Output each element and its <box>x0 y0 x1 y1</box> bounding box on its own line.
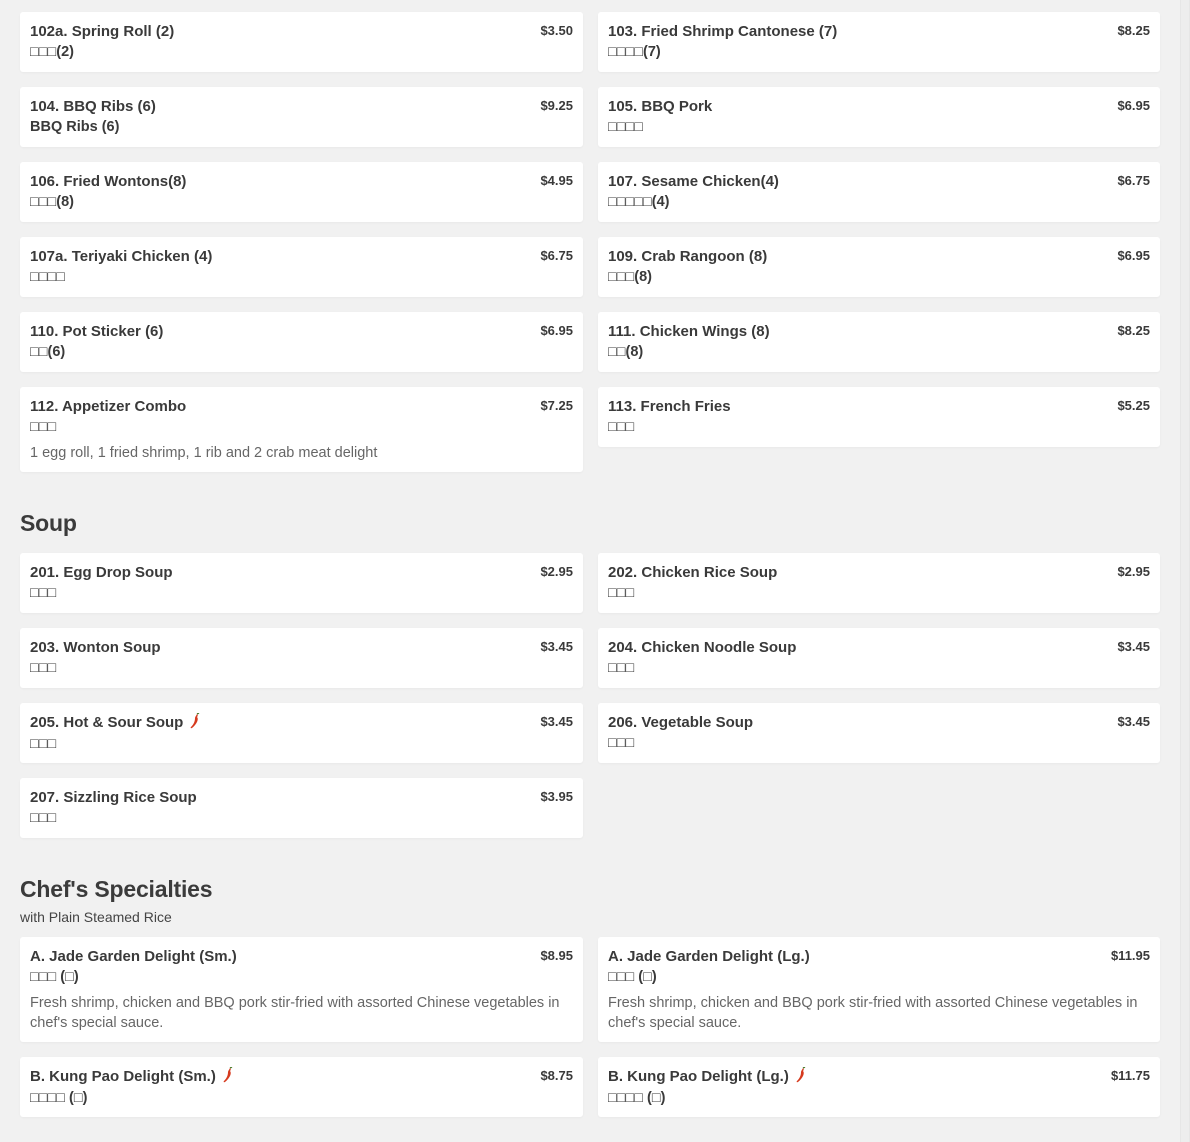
menu-item-card[interactable] <box>20 937 583 1042</box>
menu-item-price: $6.95 <box>1117 98 1150 113</box>
menu-item-name-wrap <box>30 563 173 583</box>
menu-item-chinese-name: □□□(8) <box>608 269 652 285</box>
menu-item-card[interactable] <box>20 1057 583 1117</box>
menu-item-name: 111. Chicken Wings (8) <box>608 323 770 340</box>
menu-item-name-wrap <box>30 713 201 734</box>
menu-item-name-wrap <box>30 172 186 192</box>
menu-item-header <box>608 563 1150 583</box>
menu-item-header <box>30 713 573 734</box>
chef-section-header <box>20 876 1160 925</box>
menu-item-price: $2.95 <box>1117 564 1150 579</box>
menu-item-price: $9.25 <box>540 98 573 113</box>
menu-item-price: $3.45 <box>540 639 573 654</box>
menu-item-card[interactable] <box>20 237 583 297</box>
menu-item-name: 203. Wonton Soup <box>30 639 161 656</box>
menu-item-price: $3.45 <box>1117 639 1150 654</box>
menu-item-header <box>608 638 1150 658</box>
menu-item-name: A. Jade Garden Delight (Lg.) <box>608 948 810 965</box>
menu-item-price: $3.95 <box>540 789 573 804</box>
menu-item-chinese-name: □□□(2) <box>30 44 74 60</box>
menu-item-name: 112. Appetizer Combo <box>30 398 187 415</box>
menu-item-header <box>30 322 573 342</box>
menu-item-name-wrap <box>608 397 731 417</box>
menu-item-name: 105. BBQ Pork <box>608 98 713 115</box>
menu-item-header <box>608 397 1150 417</box>
menu-item-chinese-name: □□□ <box>608 419 635 435</box>
menu-item-description: 1 egg roll, 1 fried shrimp, 1 rib and 2 crab meat delight <box>30 445 378 461</box>
menu-item-card[interactable] <box>20 12 583 72</box>
menu-item-card[interactable] <box>598 237 1160 297</box>
menu-item-card[interactable] <box>598 1057 1160 1117</box>
menu-item-name: 107. Sesame Chicken(4) <box>608 173 779 190</box>
menu-item-price: $6.95 <box>540 323 573 338</box>
menu-item-header <box>608 713 1150 733</box>
menu-item-card[interactable] <box>20 162 583 222</box>
menu-item-chinese-name: □□□ (□) <box>30 969 79 985</box>
menu-item-card[interactable] <box>598 553 1160 613</box>
menu-item-name-wrap <box>608 247 767 267</box>
menu-item-header <box>608 247 1150 267</box>
section-title-chef: Chef's Specialties <box>20 876 213 902</box>
menu-item-header <box>608 97 1150 117</box>
menu-item-chinese-name: □□□ <box>608 660 635 676</box>
menu-item-card[interactable] <box>598 87 1160 147</box>
menu-item-chinese-name: □□□□□(4) <box>608 194 670 210</box>
menu-item-name-wrap <box>30 97 156 117</box>
menu-item-card[interactable] <box>20 628 583 688</box>
soup-section-header <box>20 510 1160 537</box>
menu-item-card[interactable] <box>20 703 583 763</box>
menu-item-chinese-name: □□□(8) <box>30 194 74 210</box>
menu-item-price: $3.45 <box>1117 714 1150 729</box>
menu-item-name-wrap <box>608 563 777 583</box>
menu-item-name-wrap <box>608 22 837 42</box>
menu-item-name: 103. Fried Shrimp Cantonese (7) <box>608 23 838 40</box>
menu-item-header <box>30 22 573 42</box>
menu-item-name: 109. Crab Rangoon (8) <box>608 248 768 265</box>
menu-item-header <box>608 1067 1150 1088</box>
menu-item-price: $11.95 <box>1110 948 1150 963</box>
menu-item-chinese-name: □□□ <box>30 736 57 752</box>
scrollbar-thumb[interactable] <box>1181 0 1189 1142</box>
menu-item-header <box>608 172 1150 192</box>
menu-item-price: $3.50 <box>540 23 573 38</box>
menu-item-name-wrap <box>608 638 796 658</box>
menu-item-header <box>30 638 573 658</box>
menu-item-price: $4.95 <box>540 173 573 188</box>
appetizers-items <box>20 12 1160 472</box>
scrollbar[interactable] <box>1180 0 1190 1142</box>
menu-item-name-wrap <box>30 1067 234 1088</box>
menu-item-chinese-name: □□□□ (□) <box>608 1090 666 1106</box>
menu-item-name: B. Kung Pao Delight (Sm.) <box>30 1068 216 1085</box>
menu-item-name: 104. BBQ Ribs (6) <box>30 98 156 115</box>
menu-item-chinese-name: □□□ <box>30 419 57 435</box>
menu-item-chinese-name: BBQ Ribs (6) <box>30 119 120 135</box>
menu-item-name-wrap <box>30 322 163 342</box>
menu-item-chinese-name: □□□□(7) <box>608 44 661 60</box>
menu-item-card[interactable] <box>598 162 1160 222</box>
menu-item-name: 110. Pot Sticker (6) <box>30 323 164 340</box>
menu-item-chinese-name: □□□ <box>30 810 57 826</box>
menu-item-card[interactable] <box>598 312 1160 372</box>
menu-item-header <box>608 22 1150 42</box>
menu-item-name: 204. Chicken Noodle Soup <box>608 639 797 656</box>
menu-item-chinese-name: □□□ <box>30 660 57 676</box>
menu-item-price: $8.25 <box>1117 23 1150 38</box>
menu-item-chinese-name: □□□□ <box>30 269 66 285</box>
menu-item-description: Fresh shrimp, chicken and BBQ pork stir-fried with assorted Chinese vegetables in chef's special sauce. <box>30 995 560 1031</box>
menu-item-name-wrap <box>30 397 186 417</box>
menu-item-chinese-name: □□□ <box>608 735 635 751</box>
menu-item-description: Fresh shrimp, chicken and BBQ pork stir-fried with assorted Chinese vegetables in chef's special sauce. <box>608 995 1138 1031</box>
menu-item-card[interactable] <box>598 937 1160 1042</box>
menu-item-card[interactable] <box>598 387 1160 447</box>
menu-item-card[interactable] <box>598 703 1160 763</box>
menu-item-price: $8.25 <box>1117 323 1150 338</box>
menu-item-name-wrap <box>30 22 174 42</box>
menu-item-name: 102a. Spring Roll (2) <box>30 23 175 40</box>
chili-pepper-icon <box>222 1067 234 1088</box>
menu-item-price: $11.75 <box>1110 1068 1150 1083</box>
menu-item-card[interactable] <box>598 628 1160 688</box>
menu-item-card[interactable] <box>20 312 583 372</box>
menu-item-card[interactable] <box>20 553 583 613</box>
menu-item-name: 202. Chicken Rice Soup <box>608 564 778 581</box>
menu-item-name-wrap <box>30 788 197 808</box>
menu-item-price: $3.45 <box>540 714 573 729</box>
menu-item-name-wrap <box>30 247 212 267</box>
menu-item-chinese-name: □□□□ (□) <box>30 1090 88 1106</box>
menu-item-name-wrap <box>30 947 237 967</box>
menu-item-name-wrap <box>608 322 770 342</box>
menu-item-price: $6.75 <box>540 248 573 263</box>
menu-item-header <box>608 947 1150 967</box>
menu-item-name: 107a. Teriyaki Chicken (4) <box>30 248 213 265</box>
soup-items <box>20 553 1160 838</box>
menu-item-name-wrap <box>608 1067 807 1088</box>
menu-item-header <box>30 397 573 417</box>
menu-item-name-wrap <box>608 947 810 967</box>
menu-item-header <box>30 97 573 117</box>
menu-item-header <box>30 172 573 192</box>
menu-item-name: 201. Egg Drop Soup <box>30 564 173 581</box>
menu-item-chinese-name: □□□□ <box>608 119 644 135</box>
menu-item-card[interactable] <box>598 12 1160 72</box>
menu-item-header <box>30 563 573 583</box>
menu-item-name-wrap <box>608 97 712 117</box>
menu-item-price: $7.25 <box>540 398 573 413</box>
menu-item-price: $8.75 <box>540 1068 573 1083</box>
menu-item-card[interactable] <box>20 387 583 472</box>
menu-item-name-wrap <box>608 713 753 733</box>
menu-item-chinese-name: □□□ <box>608 585 635 601</box>
chili-pepper-icon <box>795 1067 807 1088</box>
menu-item-name: 113. French Fries <box>608 398 731 415</box>
menu-item-chinese-name: □□(8) <box>608 344 644 360</box>
chili-pepper-icon <box>189 713 201 734</box>
menu-item-card[interactable] <box>20 87 583 147</box>
menu-item-name: 207. Sizzling Rice Soup <box>30 789 197 806</box>
menu-item-chinese-name: □□□ <box>30 585 57 601</box>
menu-item-card[interactable] <box>20 778 583 838</box>
menu-item-header <box>30 947 573 967</box>
menu-item-name-wrap <box>30 638 161 658</box>
menu-item-header <box>30 247 573 267</box>
menu-item-price: $6.75 <box>1117 173 1150 188</box>
menu-item-name: 206. Vegetable Soup <box>608 714 754 731</box>
menu-item-name: A. Jade Garden Delight (Sm.) <box>30 948 237 965</box>
menu-item-chinese-name: □□(6) <box>30 344 66 360</box>
menu-item-name: 205. Hot & Sour Soup <box>30 714 184 731</box>
menu-item-name: B. Kung Pao Delight (Lg.) <box>608 1068 789 1085</box>
menu-item-chinese-name: □□□ (□) <box>608 969 657 985</box>
section-title-soup: Soup <box>20 510 77 536</box>
menu-item-price: $5.25 <box>1117 398 1150 413</box>
menu-item-name: 106. Fried Wontons(8) <box>30 173 187 190</box>
menu-item-header <box>608 322 1150 342</box>
menu-item-price: $8.95 <box>540 948 573 963</box>
menu-item-header <box>30 788 573 808</box>
menu-item-price: $2.95 <box>540 564 573 579</box>
menu-item-name-wrap <box>608 172 779 192</box>
section-subtitle-chef: with Plain Steamed Rice <box>20 909 172 925</box>
chef-items <box>20 937 1160 1117</box>
menu-item-price: $6.95 <box>1117 248 1150 263</box>
menu-item-header <box>30 1067 573 1088</box>
